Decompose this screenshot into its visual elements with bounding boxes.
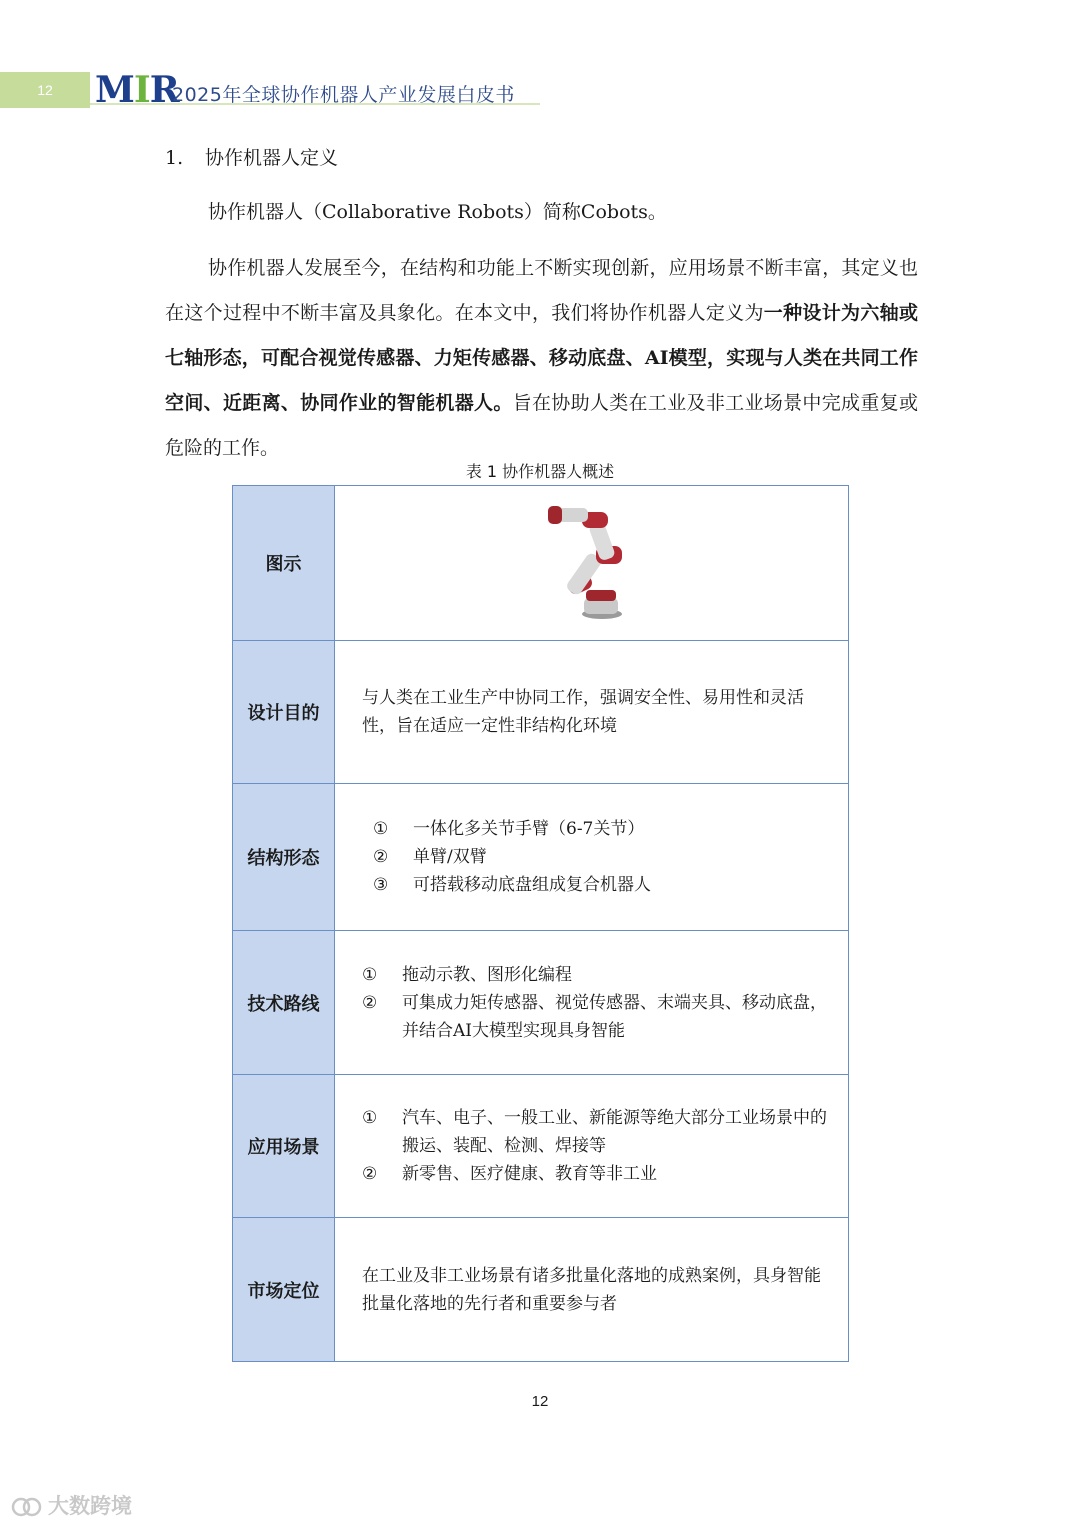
table-row — [233, 1218, 849, 1362]
robot-image-cell — [335, 486, 849, 641]
page-number: 12 — [531, 1393, 549, 1410]
row-content: 在工业及非工业场景有诸多批量化落地的成熟案例，具身智能批量化落地的先行者和重要参与者 — [335, 1218, 849, 1362]
list-item: ③ 可搭载移动底盘组成复合机器人 — [373, 875, 651, 895]
structure-list — [373, 815, 830, 899]
row-content — [335, 931, 849, 1075]
watermark-icon — [10, 1496, 44, 1518]
list-item: ② 新零售、医疗健康、教育等非工业 — [362, 1164, 657, 1184]
row-label: 应用场景 — [233, 1075, 335, 1218]
table-row — [233, 486, 849, 641]
section-title: 协作机器人定义 — [205, 147, 339, 169]
overview-table — [232, 485, 849, 1362]
table-row — [233, 1075, 849, 1218]
page-tab — [0, 72, 90, 108]
paragraph-abbreviation: 协作机器人（Collaborative Robots）简称Cobots。 — [208, 201, 667, 223]
watermark: 大数跨境 — [10, 1490, 132, 1520]
row-label: 图示 — [233, 486, 335, 641]
table-row — [233, 641, 849, 784]
table-row — [233, 784, 849, 931]
row-label: 技术路线 — [233, 931, 335, 1075]
application-list — [362, 1104, 830, 1188]
list-item: ② 单臂/双臂 — [373, 847, 487, 867]
list-item: ① 拖动示教、图形化编程 — [362, 964, 572, 985]
robot-arm-image — [546, 494, 646, 624]
row-content — [335, 1075, 849, 1218]
list-item: ② 可集成力矩传感器、视觉传感器、末端夹具、移动底盘，并结合AI大模型实现具身智能 — [362, 992, 827, 1041]
row-content — [335, 784, 849, 931]
section-heading — [165, 143, 338, 170]
table-row — [233, 931, 849, 1075]
page-tab-number: 12 — [37, 82, 53, 98]
definition-bold: 一种设计为六轴或七轴形态，可配合视觉传感器、力矩传感器、移动底盘、AI模型，实现与人类在共同工作空间、近距离、协同作业的智能机器人。 — [165, 302, 918, 414]
list-item: ① 汽车、电子、一般工业、新能源等绝大部分工业场景中的搬运、装配、检测、焊接等 — [362, 1108, 827, 1156]
row-label: 结构形态 — [233, 784, 335, 931]
tech-route-list — [362, 961, 830, 1045]
row-label: 市场定位 — [233, 1218, 335, 1362]
header-title: 2025年全球协作机器人产业发展白皮书 — [172, 84, 515, 106]
row-label: 设计目的 — [233, 641, 335, 784]
paragraph-definition: 协作机器人发展至今，在结构和功能上不断实现创新，应用场景不断丰富，其定义也在这个过程中不断丰富及具象化。在本文中，我们将协作机器人定义为一种设计为六轴或七轴形态，可配合视觉传感器、力矩传感器、移动底盘、AI模型，实现与人类在共同工作空间、近距离、协同作业的智能机器人。旨在协助人类在工业及非工业场景中完成重复或危险的工作。 — [165, 257, 918, 459]
table-caption: 表 1 协作机器人概述 — [465, 462, 615, 481]
section-number: 1. — [165, 147, 184, 169]
list-item: ① 一体化多关节手臂（6-7关节） — [373, 819, 645, 839]
row-content: 与人类在工业生产中协同工作，强调安全性、易用性和灵活性，旨在适应一定性非结构化环境 — [335, 641, 849, 784]
mir-logo: MIR — [95, 69, 179, 111]
